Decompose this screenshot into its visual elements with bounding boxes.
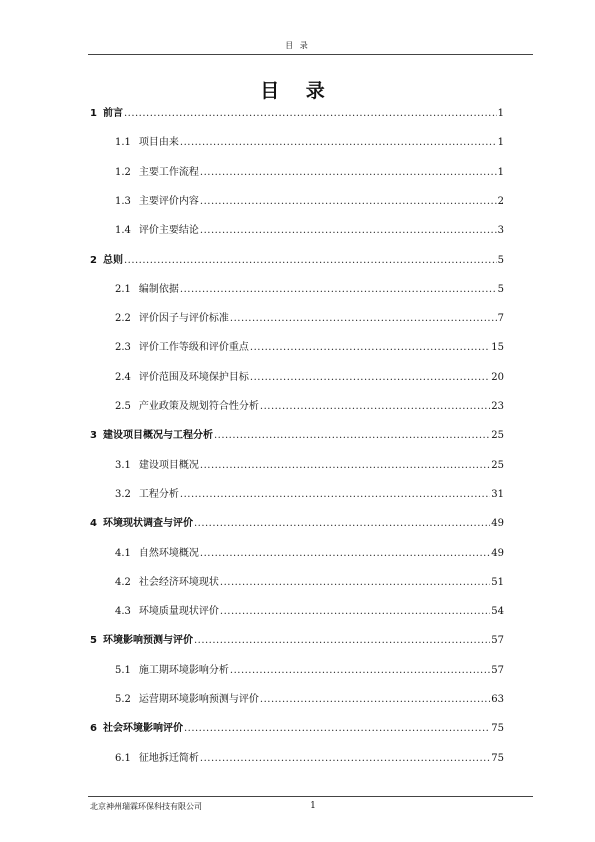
toc-section-entry[interactable] (90, 575, 504, 591)
toc-section-entry[interactable] (90, 546, 504, 562)
footer-page-number: 1 (310, 801, 316, 811)
toc-entry-page: 23 (491, 401, 504, 412)
toc-entry-label: 建设项目概况与工程分析 (102, 430, 213, 442)
toc-entry-label: 征地拆迁简析 (138, 752, 199, 764)
toc-entry-label: 总则 (102, 254, 123, 266)
toc-entry-page: 25 (491, 430, 504, 442)
toc-entry-page: 20 (491, 371, 504, 383)
toc-entry-number: 2 (90, 254, 97, 266)
toc-dot-leader (200, 751, 490, 767)
toc-dot-leader (200, 458, 490, 474)
page-title: 目 录 (260, 80, 335, 102)
toc-section-entry[interactable] (90, 487, 504, 503)
toc-dot-leader (180, 487, 490, 503)
toc-entry-label: 评价范围及环境保护目标 (138, 371, 249, 383)
toc-entry-page: 3 (497, 225, 504, 237)
toc-entry-label: 评价主要结论 (138, 225, 199, 237)
toc-entry-label: 评价工作等级和评价重点 (138, 342, 249, 354)
toc-section-entry[interactable] (90, 340, 504, 356)
toc-chapter-entry[interactable] (90, 428, 504, 444)
toc-chapter-entry[interactable] (90, 106, 504, 122)
toc-entry-page: 49 (491, 547, 504, 559)
toc-entry-number: 4.2 (115, 576, 131, 588)
toc-entry-label: 环境影响预测与评价 (102, 635, 193, 647)
toc-entry-number: 3 (90, 430, 97, 442)
toc-dot-leader (200, 223, 497, 239)
toc-chapter-entry[interactable] (90, 516, 504, 532)
toc-dot-leader (250, 340, 490, 356)
toc-dot-leader (180, 135, 497, 151)
toc-entry-number: 3.1 (115, 459, 131, 471)
toc-entry-label: 施工期环境影响分析 (138, 664, 229, 676)
toc-entry-number: 2.1 (115, 283, 131, 295)
toc-dot-leader (124, 106, 497, 122)
toc-entry-number: 1.2 (115, 166, 131, 178)
toc-entry-page: 75 (491, 752, 504, 764)
toc-entry-page: 57 (491, 635, 504, 647)
toc-entry-number: 5.2 (115, 694, 131, 705)
toc-entry-label: 项目由来 (138, 137, 179, 149)
toc-entry-label: 工程分析 (138, 488, 179, 500)
toc-entry-page: 63 (491, 694, 504, 705)
toc-dot-leader (200, 546, 490, 562)
toc-entry-page: 51 (491, 576, 504, 588)
toc-entry-page: 25 (491, 459, 504, 471)
toc-chapter-entry[interactable] (90, 253, 504, 269)
running-header: 目 录 (285, 41, 310, 50)
toc-entry-number: 2.4 (115, 371, 131, 383)
toc-entry-number: 1 (90, 108, 97, 119)
toc-entry-page: 7 (497, 313, 504, 325)
toc-entry-number: 3.2 (115, 488, 131, 500)
toc-dot-leader (194, 633, 490, 649)
toc-entry-page: 5 (497, 283, 504, 295)
footer-divider (88, 796, 533, 797)
toc-entry-page: 2 (497, 195, 504, 207)
toc-section-entry[interactable] (90, 165, 504, 181)
toc-entry-page: 57 (491, 664, 504, 676)
toc-entry-page: 5 (497, 254, 504, 266)
toc-entry-label: 环境质量现状评价 (138, 606, 219, 618)
toc-entry-number: 1.4 (115, 225, 131, 237)
toc-dot-leader (260, 692, 490, 708)
toc-dot-leader (180, 282, 497, 298)
toc-section-entry[interactable] (90, 135, 504, 151)
toc-dot-leader (184, 721, 490, 737)
toc-entry-number: 1.1 (115, 137, 131, 149)
toc-entry-page: 1 (497, 108, 504, 119)
toc-section-entry[interactable] (90, 751, 504, 767)
toc-dot-leader (230, 311, 497, 327)
toc-dot-leader (214, 428, 490, 444)
toc-section-entry[interactable] (90, 370, 504, 386)
toc-entry-page: 54 (491, 606, 504, 618)
toc-entry-page: 1 (497, 166, 504, 178)
toc-dot-leader (230, 663, 490, 679)
toc-entry-page: 75 (491, 723, 504, 735)
toc-entry-page: 15 (491, 342, 504, 354)
footer-company-name: 北京神州瑞霖环保科技有限公司 (90, 802, 202, 811)
toc-section-entry[interactable] (90, 223, 504, 239)
toc-dot-leader (194, 516, 490, 532)
toc-entry-label: 社会环境影响评价 (102, 723, 183, 735)
toc-entry-number: 6.1 (115, 752, 131, 764)
toc-dot-leader (200, 165, 497, 181)
toc-entry-number: 5 (90, 635, 97, 647)
toc-dot-leader (124, 253, 497, 269)
toc-entry-number: 4.3 (115, 606, 131, 618)
toc-entry-label: 社会经济环境现状 (138, 576, 219, 588)
toc-dot-leader (220, 604, 490, 620)
toc-section-entry[interactable] (90, 282, 504, 298)
toc-chapter-entry[interactable] (90, 721, 504, 737)
toc-entry-page: 31 (491, 488, 504, 500)
toc-entry-label: 产业政策及规划符合性分析 (138, 401, 259, 412)
toc-section-entry[interactable] (90, 692, 504, 708)
toc-entry-number: 4 (90, 518, 97, 530)
toc-section-entry[interactable] (90, 663, 504, 679)
toc-entry-number: 1.3 (115, 195, 131, 207)
toc-section-entry[interactable] (90, 604, 504, 620)
toc-entry-label: 前言 (102, 108, 123, 119)
toc-entry-number: 2.3 (115, 342, 131, 354)
toc-entry-label: 主要工作流程 (138, 166, 199, 178)
toc-entry-page: 49 (491, 518, 504, 530)
toc-entry-page: 1 (497, 137, 504, 149)
toc-dot-leader (220, 575, 490, 591)
toc-entry-label: 建设项目概况 (138, 459, 199, 471)
toc-entry-number: 6 (90, 723, 97, 735)
toc-dot-leader (260, 399, 490, 415)
toc-entry-number: 2.2 (115, 313, 131, 325)
toc-section-entry[interactable] (90, 458, 504, 474)
toc-entry-number: 2.5 (115, 401, 131, 412)
toc-section-entry[interactable] (90, 194, 504, 210)
toc-entry-number: 5.1 (115, 664, 131, 676)
toc-dot-leader (200, 194, 497, 210)
toc-dot-leader (250, 370, 490, 386)
header-divider (88, 54, 533, 55)
toc-entry-label: 主要评价内容 (138, 195, 199, 207)
toc-entry-label: 编制依据 (138, 283, 179, 295)
toc-section-entry[interactable] (90, 399, 504, 415)
toc-chapter-entry[interactable] (90, 633, 504, 649)
toc-section-entry[interactable] (90, 311, 504, 327)
toc-entry-label: 自然环境概况 (138, 547, 199, 559)
toc-entry-label: 评价因子与评价标准 (138, 313, 229, 325)
toc-entry-label: 运营期环境影响预测与评价 (138, 694, 259, 705)
toc-entry-number: 4.1 (115, 547, 131, 559)
toc-entry-label: 环境现状调查与评价 (102, 518, 193, 530)
